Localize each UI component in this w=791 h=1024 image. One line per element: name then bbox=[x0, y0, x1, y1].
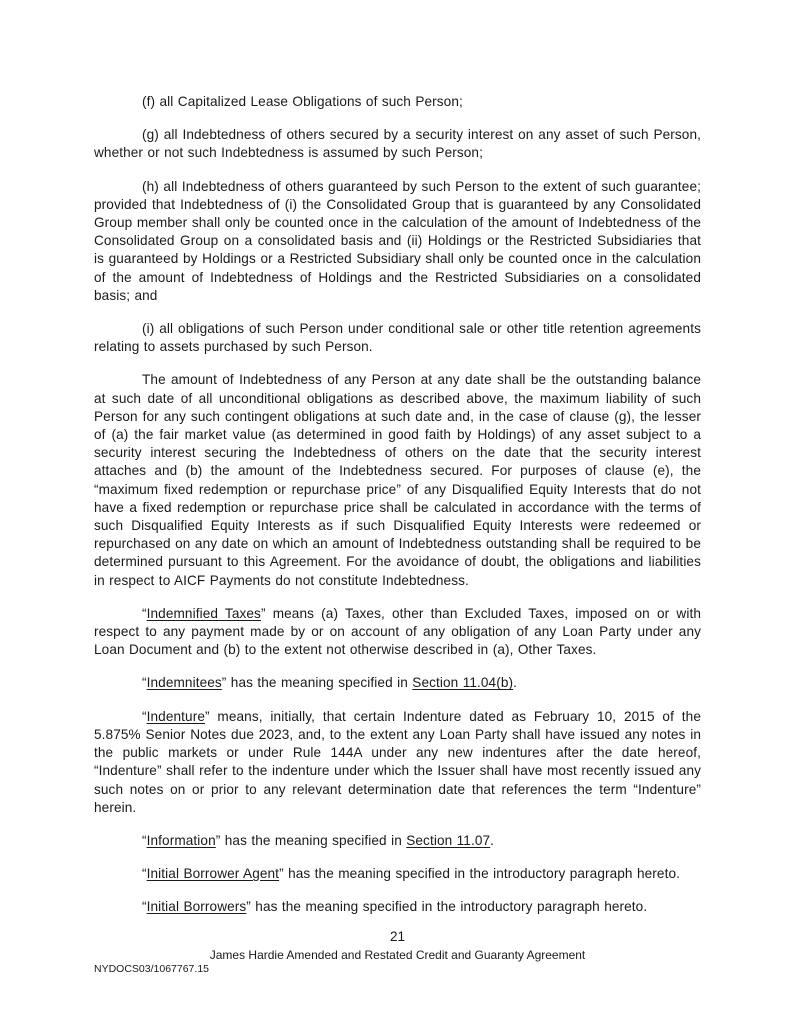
text-run: (h) all Indebtedness of others guaranteed by such Person to the extent of such guarantee; provided that Indebtedness of (i) the Consolidated Group that is guaranteed by any Consolidated Group member shall only be counted once in the calculation of the amount of Indebtedness of the Consolidated Group on a consolidated basis and (ii) Holdings or the Restricted Subsidiaries that is guaranteed by Holdings or a Restricted Subsidiary shall only be counted once in the calculation of the amount of Indebtedness of Holdings and the Restricted Subsidiaries on a consolidated basis; and bbox=[94, 178, 701, 303]
text-run: ” has the meaning specified in bbox=[215, 832, 407, 848]
text-run: The amount of Indebtedness of any Person at any date shall be the outstanding balance at such date of all unconditional obligations as described above, the maximum liability of such Person for any such contingent obligations at such date and, in the case of clause (g), the lesser of (a) the fair market value (as determined in good faith by Holdings) of any asset subject to a security interest securing the Indebtedness of others on the date that the security interest attaches and (b) the amount of the Indebtedness secured. For purposes of clause (e), the “maximum fixed redemption or repurchase price” of any Disqualified Equity Interests that do not have a fixed redemption or repurchase price shall be calculated in accordance with the terms of such Disqualified Equity Interests as if such Disqualified Equity Interests were redeemed or repurchased on any date on which an amount of Indebtedness outstanding shall be required to be determined pursuant to this Agreement. For the avoidance of doubt, the obligations and liabilities in respect to AICF Payments do not constitute Indebtedness. bbox=[94, 372, 701, 588]
text-run: ” has the meaning specified in bbox=[221, 675, 413, 691]
text-run: ” has the meaning specified in the introductory paragraph hereto. bbox=[246, 899, 648, 915]
defined-term: Information bbox=[146, 832, 216, 848]
defined-term: Initial Borrowers bbox=[146, 899, 247, 915]
clause-f bbox=[94, 93, 701, 111]
defined-term: Initial Borrower Agent bbox=[146, 866, 280, 882]
defined-term: Indenture bbox=[146, 708, 205, 724]
document-body bbox=[94, 93, 701, 932]
text-run: . bbox=[490, 832, 495, 848]
definition-initial-borrower-agent bbox=[94, 865, 701, 883]
clause-i bbox=[94, 320, 701, 356]
text-run: (i) all obligations of such Person under conditional sale or other title retention agreements relating to assets purchased by such Person. bbox=[94, 321, 701, 355]
amount-of-indebtedness-paragraph bbox=[94, 371, 701, 589]
text-run: “ bbox=[142, 675, 147, 691]
text-run: “ bbox=[142, 832, 147, 848]
defined-term: Indemnitees bbox=[146, 675, 222, 691]
text-run: (f) all Capitalized Lease Obligations of such Person; bbox=[142, 94, 463, 109]
text-run: “ bbox=[142, 899, 147, 915]
text-run: ” means (a) Taxes, other than Excluded Taxes, imposed on or with respect to any payment made by or on account of any obligation of any Loan Party under any Loan Document and (b) to the extent not otherwise described in (a), Other Taxes. bbox=[94, 605, 701, 658]
footer-doc-id: NYDOCS03/1067767.15 bbox=[94, 963, 209, 975]
definition-initial-borrowers bbox=[94, 898, 701, 916]
text-run: “ bbox=[142, 866, 147, 882]
defined-term: Indemnified Taxes bbox=[146, 605, 261, 621]
section-reference: Section 11.07 bbox=[406, 832, 491, 848]
clause-h bbox=[94, 178, 701, 305]
text-run: . bbox=[513, 675, 518, 691]
definition-indenture bbox=[94, 708, 701, 817]
text-run: “ bbox=[142, 605, 147, 621]
text-run: (g) all Indebtedness of others secured by a security interest on any asset of such Person, whether or not such Indebtedness is assumed by such Person; bbox=[94, 127, 701, 161]
text-run: ” has the meaning specified in the introductory paragraph hereto. bbox=[279, 866, 680, 882]
clause-g bbox=[94, 126, 701, 162]
text-run: “ bbox=[142, 708, 147, 724]
definition-information bbox=[94, 832, 701, 850]
page-footer bbox=[94, 929, 701, 962]
footer-doc-title: James Hardie Amended and Restated Credit and Guaranty Agreement bbox=[209, 948, 586, 962]
definition-indemnified-taxes bbox=[94, 605, 701, 660]
definition-indemnitees bbox=[94, 674, 701, 692]
section-reference: Section 11.04(b) bbox=[412, 675, 514, 691]
text-run: ” means, initially, that certain Indenture dated as February 10, 2015 of the 5.875% Senior Notes due 2023, and, to the extent any Loan Party shall have issued any notes in the public markets or under Rule 144A under any new indentures after the date hereof, “Indenture” shall refer to the indenture under which the Issuer shall have most recently issued any such notes on or prior to any relevant determination date that references the term “Indenture” herein. bbox=[94, 708, 701, 815]
page-number: 21 bbox=[389, 929, 406, 944]
